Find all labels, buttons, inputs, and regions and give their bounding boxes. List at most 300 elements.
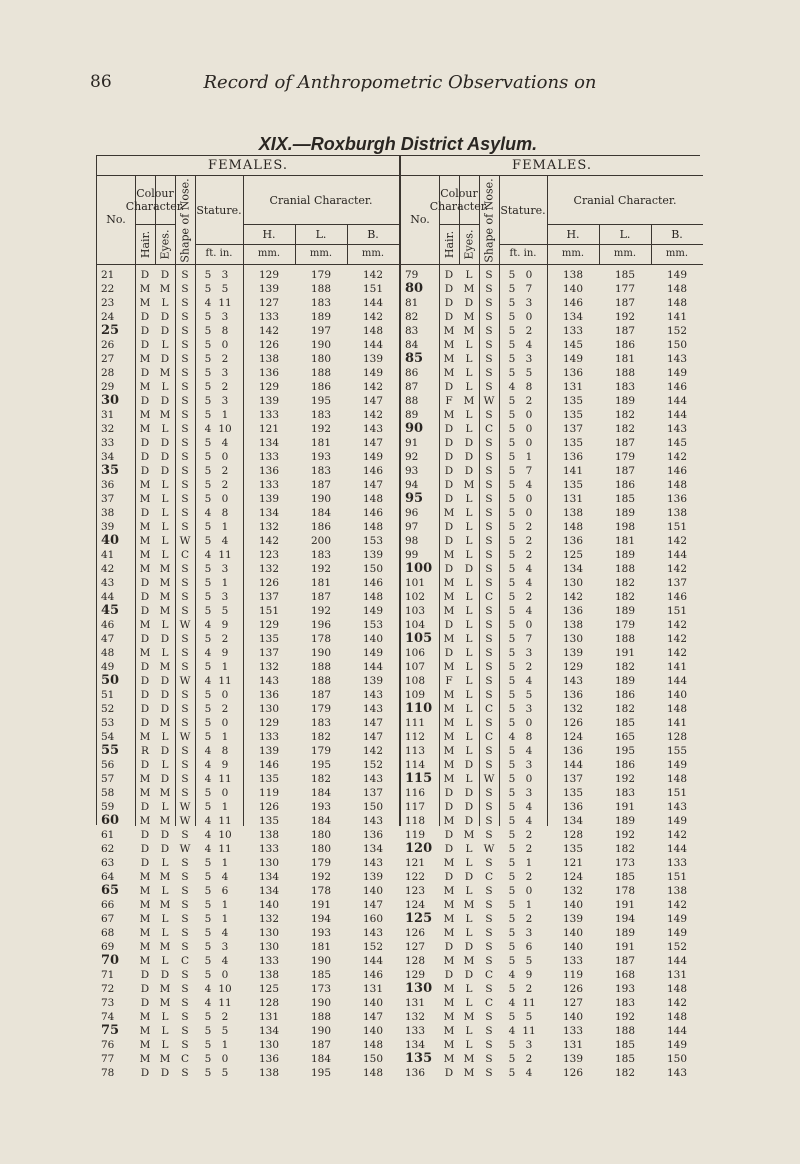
table-row — [401, 674, 703, 688]
cranial-l: 185 — [614, 269, 636, 281]
cranial-b: 142 — [666, 535, 688, 547]
cranial-h: 138 — [258, 829, 280, 841]
hair-value: D — [444, 381, 454, 393]
cranial-b: 149 — [666, 927, 688, 939]
header-rule — [195, 244, 399, 245]
eyes-value: L — [465, 689, 473, 701]
eyes-value: L — [161, 1025, 169, 1037]
eyes-value: M — [159, 899, 171, 911]
cranial-l: 188 — [310, 661, 332, 673]
eyes-value: D — [160, 675, 170, 687]
cranial-b: 148 — [362, 1067, 384, 1079]
cranial-l: 188 — [310, 283, 332, 295]
stature-inches: 10 — [218, 423, 232, 435]
eyes-value: L — [465, 605, 473, 617]
eyes-value: L — [465, 535, 473, 547]
stature-feet: 5 — [508, 745, 516, 757]
stature-feet: 5 — [204, 857, 212, 869]
h-unit: mm. — [257, 248, 281, 259]
table-row — [97, 772, 399, 786]
cranial-h: 138 — [258, 969, 280, 981]
nose-value: C — [484, 871, 494, 883]
stature-feet: 5 — [204, 577, 212, 589]
stature-feet: 4 — [204, 773, 212, 785]
eyes-value: L — [465, 703, 473, 715]
nose-value: S — [181, 269, 189, 281]
nose-value: S — [485, 941, 493, 953]
stature-feet: 5 — [508, 829, 516, 841]
nose-value: C — [180, 1053, 190, 1065]
stature-inches: 2 — [221, 1011, 229, 1023]
hair-value: D — [140, 997, 150, 1009]
cranial-h: 130 — [258, 941, 280, 953]
cranial-b: 143 — [362, 815, 384, 827]
cranial-b: 131 — [362, 983, 384, 995]
stature-feet: 4 — [204, 507, 212, 519]
stature-feet: 4 — [204, 815, 212, 827]
row-number: 116 — [405, 787, 426, 799]
eyes-header: Eyes. — [158, 229, 172, 260]
cranial-h: 136 — [562, 689, 584, 701]
stature-feet: 5 — [508, 885, 516, 897]
cranial-b: 145 — [666, 437, 688, 449]
stature-inches: 4 — [525, 815, 533, 827]
cranial-h: 144 — [562, 759, 584, 771]
hair-value: M — [443, 1053, 455, 1065]
stature-feet: 5 — [204, 605, 212, 617]
cranial-b: 144 — [666, 549, 688, 561]
stature-inches: 4 — [525, 479, 533, 491]
cranial-b: 146 — [362, 969, 384, 981]
cranial-b: 142 — [362, 381, 384, 393]
hair-value: M — [443, 983, 455, 995]
table-row — [401, 842, 703, 856]
cranial-h: 126 — [562, 717, 584, 729]
table-row — [97, 576, 399, 590]
nose-value: S — [181, 367, 189, 379]
table-row — [401, 534, 703, 548]
cranial-b: 151 — [666, 871, 688, 883]
table-row — [97, 1066, 399, 1080]
eyes-value: M — [463, 829, 475, 841]
nose-value: S — [181, 899, 189, 911]
eyes-value: M — [463, 899, 475, 911]
cranial-h: 140 — [562, 927, 584, 939]
cranial-b: 143 — [362, 689, 384, 701]
cranial-l: 185 — [614, 493, 636, 505]
nose-value: W — [179, 801, 191, 813]
stature-feet: 5 — [204, 969, 212, 981]
cranial-l: 189 — [614, 675, 636, 687]
eyes-value: L — [465, 857, 473, 869]
hair-value: M — [443, 997, 455, 1009]
table-row — [401, 870, 703, 884]
cranial-l: 185 — [614, 871, 636, 883]
hair-value: D — [140, 983, 150, 995]
cranial-l: 179 — [614, 451, 636, 463]
cranial-l: 183 — [614, 787, 636, 799]
eyes-value: D — [464, 759, 474, 771]
eyes-value: D — [160, 745, 170, 757]
cranial-l: 192 — [614, 829, 636, 841]
hair-header-cell — [135, 225, 155, 264]
nose-value: C — [484, 423, 494, 435]
row-number: 35 — [101, 463, 120, 478]
stature-feet: 5 — [204, 409, 212, 421]
cranial-l: 188 — [310, 367, 332, 379]
table-row — [97, 268, 399, 282]
stature-inches: 8 — [525, 731, 533, 743]
nose-value: S — [181, 423, 189, 435]
cranial-b: 147 — [362, 395, 384, 407]
stature-inches: 2 — [525, 871, 533, 883]
cranial-b: 153 — [362, 535, 384, 547]
cranial-b: 148 — [362, 493, 384, 505]
cranial-l: 187 — [614, 465, 636, 477]
hair-value: M — [139, 773, 151, 785]
table-row — [401, 884, 703, 898]
cranial-h: 139 — [258, 395, 280, 407]
stature-inches: 11 — [218, 997, 232, 1009]
cranial-l: 188 — [310, 675, 332, 687]
stature-feet: 5 — [508, 843, 516, 855]
nose-value: S — [181, 521, 189, 533]
cranial-b: 144 — [666, 843, 688, 855]
cranial-l: 179 — [310, 269, 332, 281]
hair-value: M — [139, 1011, 151, 1023]
cranial-b: 142 — [362, 311, 384, 323]
table-row — [401, 912, 703, 926]
eyes-value: L — [465, 577, 473, 589]
eyes-value: M — [463, 395, 475, 407]
cranial-b: 148 — [666, 1011, 688, 1023]
table-row — [97, 912, 399, 926]
hair-value: M — [443, 759, 455, 771]
cranial-b: 149 — [362, 367, 384, 379]
eyes-value: L — [161, 857, 169, 869]
eyes-value: M — [159, 871, 171, 883]
nose-value: S — [181, 577, 189, 589]
no-header: No. — [410, 213, 430, 226]
cranial-l: 187 — [310, 689, 332, 701]
hair-value: M — [443, 717, 455, 729]
stature-feet: 5 — [204, 661, 212, 673]
stature-inches: 11 — [218, 297, 232, 309]
nose-value: S — [485, 829, 493, 841]
row-number: 135 — [405, 1051, 433, 1066]
row-number: 70 — [101, 953, 120, 968]
cranial-h: 139 — [562, 647, 584, 659]
eyes-value: L — [161, 801, 169, 813]
row-number: 36 — [101, 479, 115, 491]
cranial-b: 143 — [666, 801, 688, 813]
stature-feet: 4 — [508, 381, 516, 393]
table-row — [97, 632, 399, 646]
nose-value: S — [485, 479, 493, 491]
table-row — [401, 828, 703, 842]
eyes-value: L — [465, 1025, 473, 1037]
cranial-l: 182 — [310, 731, 332, 743]
cranial-h: 134 — [258, 885, 280, 897]
cranial-h: 133 — [562, 955, 584, 967]
b-header: B. — [367, 228, 379, 241]
hair-value: D — [140, 689, 150, 701]
h-header: H. — [262, 228, 276, 241]
row-number: 47 — [101, 633, 115, 645]
row-number: 87 — [405, 381, 419, 393]
eyes-value: M — [159, 941, 171, 953]
hair-value: D — [140, 507, 150, 519]
stature-inches: 8 — [221, 325, 229, 337]
eyes-value: L — [465, 549, 473, 561]
cranial-l: 178 — [310, 885, 332, 897]
nose-value: S — [485, 885, 493, 897]
cranial-l: 192 — [310, 871, 332, 883]
stature-feet: 5 — [204, 381, 212, 393]
stature-inches: 10 — [218, 829, 232, 841]
cranial-b: 142 — [666, 563, 688, 575]
eyes-value: L — [465, 913, 473, 925]
cranial-l: 181 — [310, 941, 332, 953]
cranial-l: 185 — [614, 1039, 636, 1051]
row-number: 64 — [101, 871, 115, 883]
stature-feet: 4 — [204, 423, 212, 435]
nose-value: C — [484, 703, 494, 715]
cranial-l: 190 — [310, 339, 332, 351]
cranial-b: 160 — [362, 913, 384, 925]
nose-value: S — [485, 269, 493, 281]
stature-inches: 4 — [221, 535, 229, 547]
cranial-h: 127 — [258, 297, 280, 309]
cranial-h: 131 — [562, 381, 584, 393]
page-number: 86 — [90, 72, 112, 92]
cranial-h: 126 — [258, 339, 280, 351]
nose-header: Shape of Nose. — [482, 178, 496, 263]
stature-inches: 4 — [525, 339, 533, 351]
table-body-right — [401, 268, 703, 1080]
hair-value: M — [139, 381, 151, 393]
stature-feet: 5 — [508, 493, 516, 505]
hair-value: M — [139, 647, 151, 659]
stature-feet: 5 — [204, 591, 212, 603]
stature-inches: 0 — [525, 311, 533, 323]
cranial-l: 181 — [614, 353, 636, 365]
cranial-b: 133 — [666, 857, 688, 869]
row-number: 25 — [101, 323, 120, 338]
nose-value: S — [181, 409, 189, 421]
row-number: 22 — [101, 283, 115, 295]
nose-value: C — [180, 955, 190, 967]
cranial-b: 152 — [362, 759, 384, 771]
cranial-b: 147 — [362, 717, 384, 729]
eyes-value: L — [465, 997, 473, 1009]
row-number: 132 — [405, 1011, 426, 1023]
cranial-h: 126 — [258, 801, 280, 813]
table-row — [401, 268, 703, 282]
eyes-value: M — [159, 983, 171, 995]
hair-header: Hair. — [442, 230, 456, 259]
cranial-h: 135 — [562, 437, 584, 449]
table-row — [97, 394, 399, 408]
cranial-h: 140 — [258, 899, 280, 911]
cranial-h: 135 — [258, 773, 280, 785]
hair-value: D — [140, 577, 150, 589]
stature-feet: 4 — [204, 647, 212, 659]
cranial-l: 191 — [614, 647, 636, 659]
eyes-value: D — [160, 703, 170, 715]
row-number: 23 — [101, 297, 115, 309]
hair-value: M — [443, 899, 455, 911]
nose-value: W — [179, 535, 191, 547]
stature-inches: 4 — [221, 437, 229, 449]
l-unit: mm. — [613, 248, 637, 259]
cranial-l: 185 — [614, 1053, 636, 1065]
stature-feet: 5 — [508, 605, 516, 617]
cranial-h: 125 — [562, 549, 584, 561]
stature-inches: 11 — [218, 773, 232, 785]
stature-inches: 2 — [221, 465, 229, 477]
stature-feet: 5 — [508, 535, 516, 547]
eyes-value: D — [160, 1067, 170, 1079]
eyes-value: M — [159, 563, 171, 575]
row-number: 110 — [405, 701, 433, 716]
nose-value: S — [485, 913, 493, 925]
cranial-b: 140 — [362, 1025, 384, 1037]
eyes-value: L — [161, 955, 169, 967]
cranial-h: 135 — [562, 843, 584, 855]
row-number: 49 — [101, 661, 115, 673]
stature-feet: 5 — [204, 703, 212, 715]
cranial-h: 140 — [562, 283, 584, 295]
cranial-l: 188 — [614, 1025, 636, 1037]
nose-value: C — [484, 997, 494, 1009]
nose-value: S — [485, 577, 493, 589]
nose-value: W — [483, 773, 495, 785]
nose-value: S — [485, 353, 493, 365]
stature-inches: 5 — [525, 955, 533, 967]
table-row — [97, 1010, 399, 1024]
row-number: 98 — [405, 535, 419, 547]
stature-feet: 4 — [204, 983, 212, 995]
row-number: 115 — [405, 771, 433, 786]
cranial-b: 140 — [362, 885, 384, 897]
row-number: 118 — [405, 815, 426, 827]
stature-feet: 4 — [204, 759, 212, 771]
cranial-l: 195 — [310, 395, 332, 407]
cranial-h: 138 — [562, 269, 584, 281]
cranial-h: 135 — [562, 787, 584, 799]
nose-value: S — [485, 787, 493, 799]
cranial-b: 142 — [362, 269, 384, 281]
cranial-b: 142 — [666, 997, 688, 1009]
stature-inches: 4 — [525, 577, 533, 589]
nose-value: W — [483, 395, 495, 407]
stature-feet: 5 — [204, 689, 212, 701]
table-row — [401, 772, 703, 786]
table-row — [401, 1052, 703, 1066]
stature-inches: 2 — [221, 703, 229, 715]
hair-value: D — [140, 269, 150, 281]
stature-feet: 5 — [508, 353, 516, 365]
cranial-l: 189 — [614, 395, 636, 407]
hair-value: M — [139, 549, 151, 561]
cranial-b: 142 — [362, 409, 384, 421]
table-row — [401, 688, 703, 702]
cranial-h: 133 — [258, 843, 280, 855]
table-row — [97, 814, 399, 828]
table-row — [401, 632, 703, 646]
nose-value: S — [485, 325, 493, 337]
nose-value: S — [181, 479, 189, 491]
table-row — [97, 660, 399, 674]
hair-value: D — [444, 969, 454, 981]
hair-value: M — [139, 1039, 151, 1051]
nose-value: S — [485, 311, 493, 323]
hair-value: M — [443, 549, 455, 561]
hair-value: M — [139, 1053, 151, 1065]
cranial-l: 191 — [614, 941, 636, 953]
stature-feet: 5 — [508, 339, 516, 351]
cranial-h: 130 — [258, 857, 280, 869]
cranial-l: 191 — [614, 801, 636, 813]
hair-value: D — [140, 591, 150, 603]
nose-value: S — [485, 339, 493, 351]
cranial-l: 192 — [310, 423, 332, 435]
nose-value: S — [181, 325, 189, 337]
eyes-value: L — [161, 381, 169, 393]
hair-value: M — [443, 367, 455, 379]
nose-value: S — [181, 661, 189, 673]
cranial-h: 130 — [258, 1039, 280, 1051]
hair-value: D — [140, 395, 150, 407]
nose-value: S — [181, 437, 189, 449]
hair-value: M — [139, 563, 151, 575]
stature-inches: 3 — [221, 941, 229, 953]
row-number: 27 — [101, 353, 115, 365]
stature-inches: 2 — [525, 983, 533, 995]
nose-value: S — [485, 689, 493, 701]
cranial-h: 129 — [258, 381, 280, 393]
eyes-value: L — [465, 493, 473, 505]
cranial-b: 147 — [362, 1011, 384, 1023]
hair-value: M — [443, 1011, 455, 1023]
cranial-b: 143 — [362, 773, 384, 785]
cranial-b: 140 — [666, 689, 688, 701]
stature-inches: 1 — [221, 521, 229, 533]
stature-feet: 5 — [204, 633, 212, 645]
table-row — [97, 1052, 399, 1066]
stature-feet: 5 — [508, 787, 516, 799]
hair-value: M — [139, 409, 151, 421]
stature-header: Stature. — [500, 203, 546, 217]
stature-inches: 11 — [218, 815, 232, 827]
cranial-b: 149 — [666, 1039, 688, 1051]
eyes-value: D — [160, 311, 170, 323]
table-row — [97, 702, 399, 716]
stature-inches: 6 — [525, 941, 533, 953]
row-number: 90 — [405, 421, 424, 436]
stature-inches: 7 — [525, 633, 533, 645]
eyes-value: M — [159, 787, 171, 799]
stature-feet: 5 — [204, 437, 212, 449]
stature-inches: 1 — [221, 913, 229, 925]
cranial-l: 183 — [310, 717, 332, 729]
stature-inches: 0 — [525, 717, 533, 729]
cranial-b: 146 — [362, 577, 384, 589]
stature-inches: 0 — [525, 885, 533, 897]
row-number: 136 — [405, 1067, 426, 1079]
cranial-b: 144 — [362, 661, 384, 673]
